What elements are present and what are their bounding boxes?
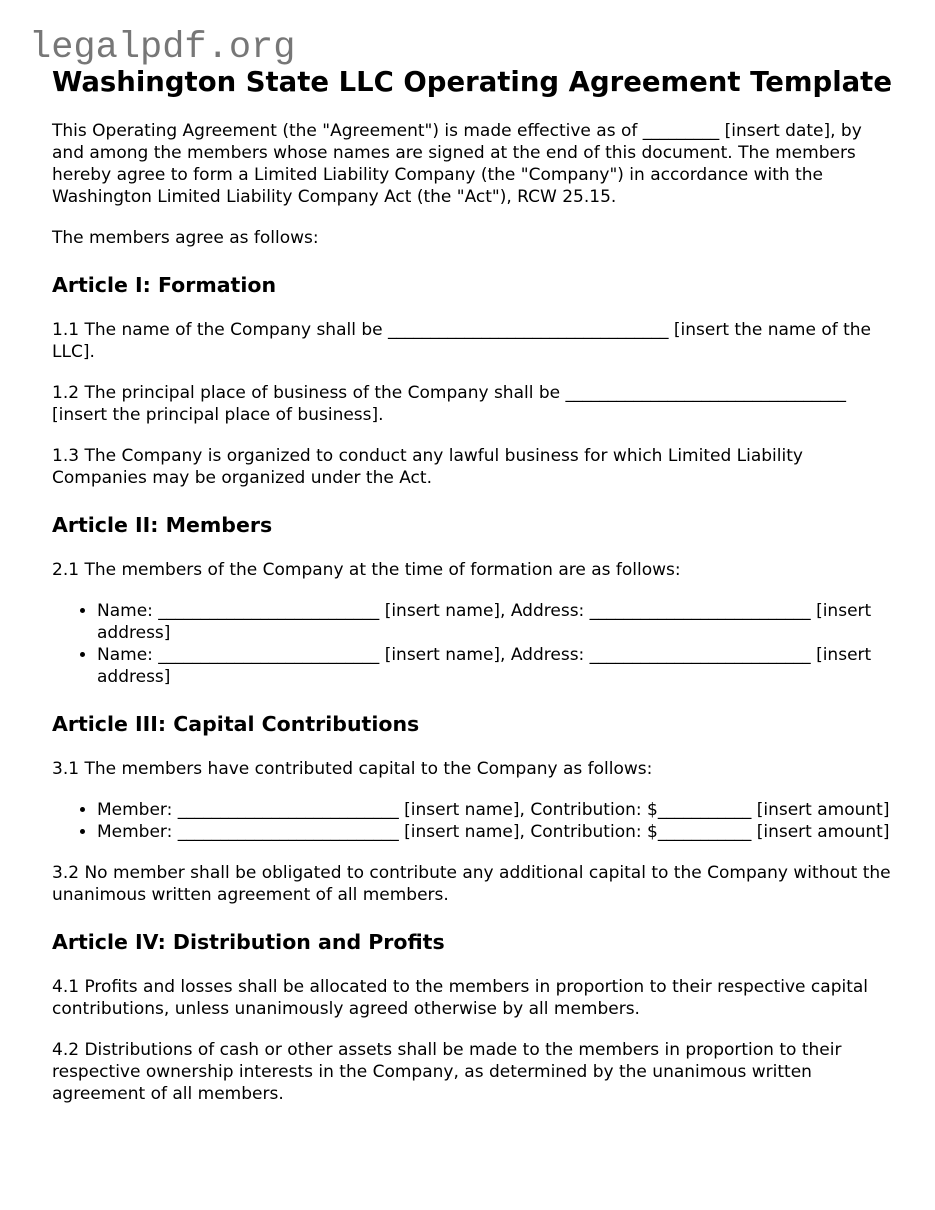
- members-list: [52, 600, 892, 688]
- list-item: • Name: __________________________ [insert name], Address: __________________________ [insert address]: [97, 600, 892, 644]
- contributions-list: [52, 799, 892, 843]
- article-1-section-3: 1.3 The Company is organized to conduct any lawful business for which Limited Liability Companies may be organized under the Act.: [52, 446, 803, 488]
- intro-paragraph: This Operating Agreement (the "Agreement") is made effective as of _________ [insert date], by and among the members whose names are signed at the end of this document. The members hereby agree to form a Limited Liability Company (the "Company") in accordance with the Washington Limited Liability Company Act (the "Act"), RCW 25.15.: [52, 121, 862, 207]
- article-3-section-2: 3.2 No member shall be obligated to contribute any additional capital to the Company without the unanimous written agreement of all members.: [52, 863, 891, 905]
- article-1-section-2: 1.2 The principal place of business of the Company shall be _________________________________ [insert the principal place of business].: [52, 383, 846, 425]
- agree-paragraph: The members agree as follows:: [52, 228, 319, 248]
- watermark-logo: legalpdf.org: [29, 27, 296, 69]
- article-2-section-1: 2.1 The members of the Company at the time of formation are as follows:: [52, 560, 681, 580]
- document-title: Washington State LLC Operating Agreement Template: [52, 66, 892, 98]
- list-item: • Member: __________________________ [insert name], Contribution: $___________ [insert amount]: [97, 821, 892, 843]
- document-body: [52, 62, 892, 1105]
- article-3-heading: Article III: Capital Contributions: [52, 712, 420, 736]
- article-1-heading: Article I: Formation: [52, 273, 277, 297]
- article-1-section-1: 1.1 The name of the Company shall be _________________________________ [insert the name of the LLC].: [52, 320, 872, 362]
- list-item: • Member: __________________________ [insert name], Contribution: $___________ [insert amount]: [97, 799, 892, 821]
- article-4-section-1: 4.1 Profits and losses shall be allocated to the members in proportion to their respective capital contributions, unless unanimously agreed otherwise by all members.: [52, 977, 869, 1019]
- article-3-section-1: 3.1 The members have contributed capital to the Company as follows:: [52, 759, 653, 779]
- article-4-section-2: 4.2 Distributions of cash or other assets shall be made to the members in proportion to their respective ownership interests in the Company, as determined by the unanimous written agreement of all members.: [52, 1040, 842, 1104]
- article-2-heading: Article II: Members: [52, 513, 273, 537]
- list-item: • Name: __________________________ [insert name], Address: __________________________ [insert address]: [97, 644, 892, 688]
- article-4-heading: Article IV: Distribution and Profits: [52, 930, 445, 954]
